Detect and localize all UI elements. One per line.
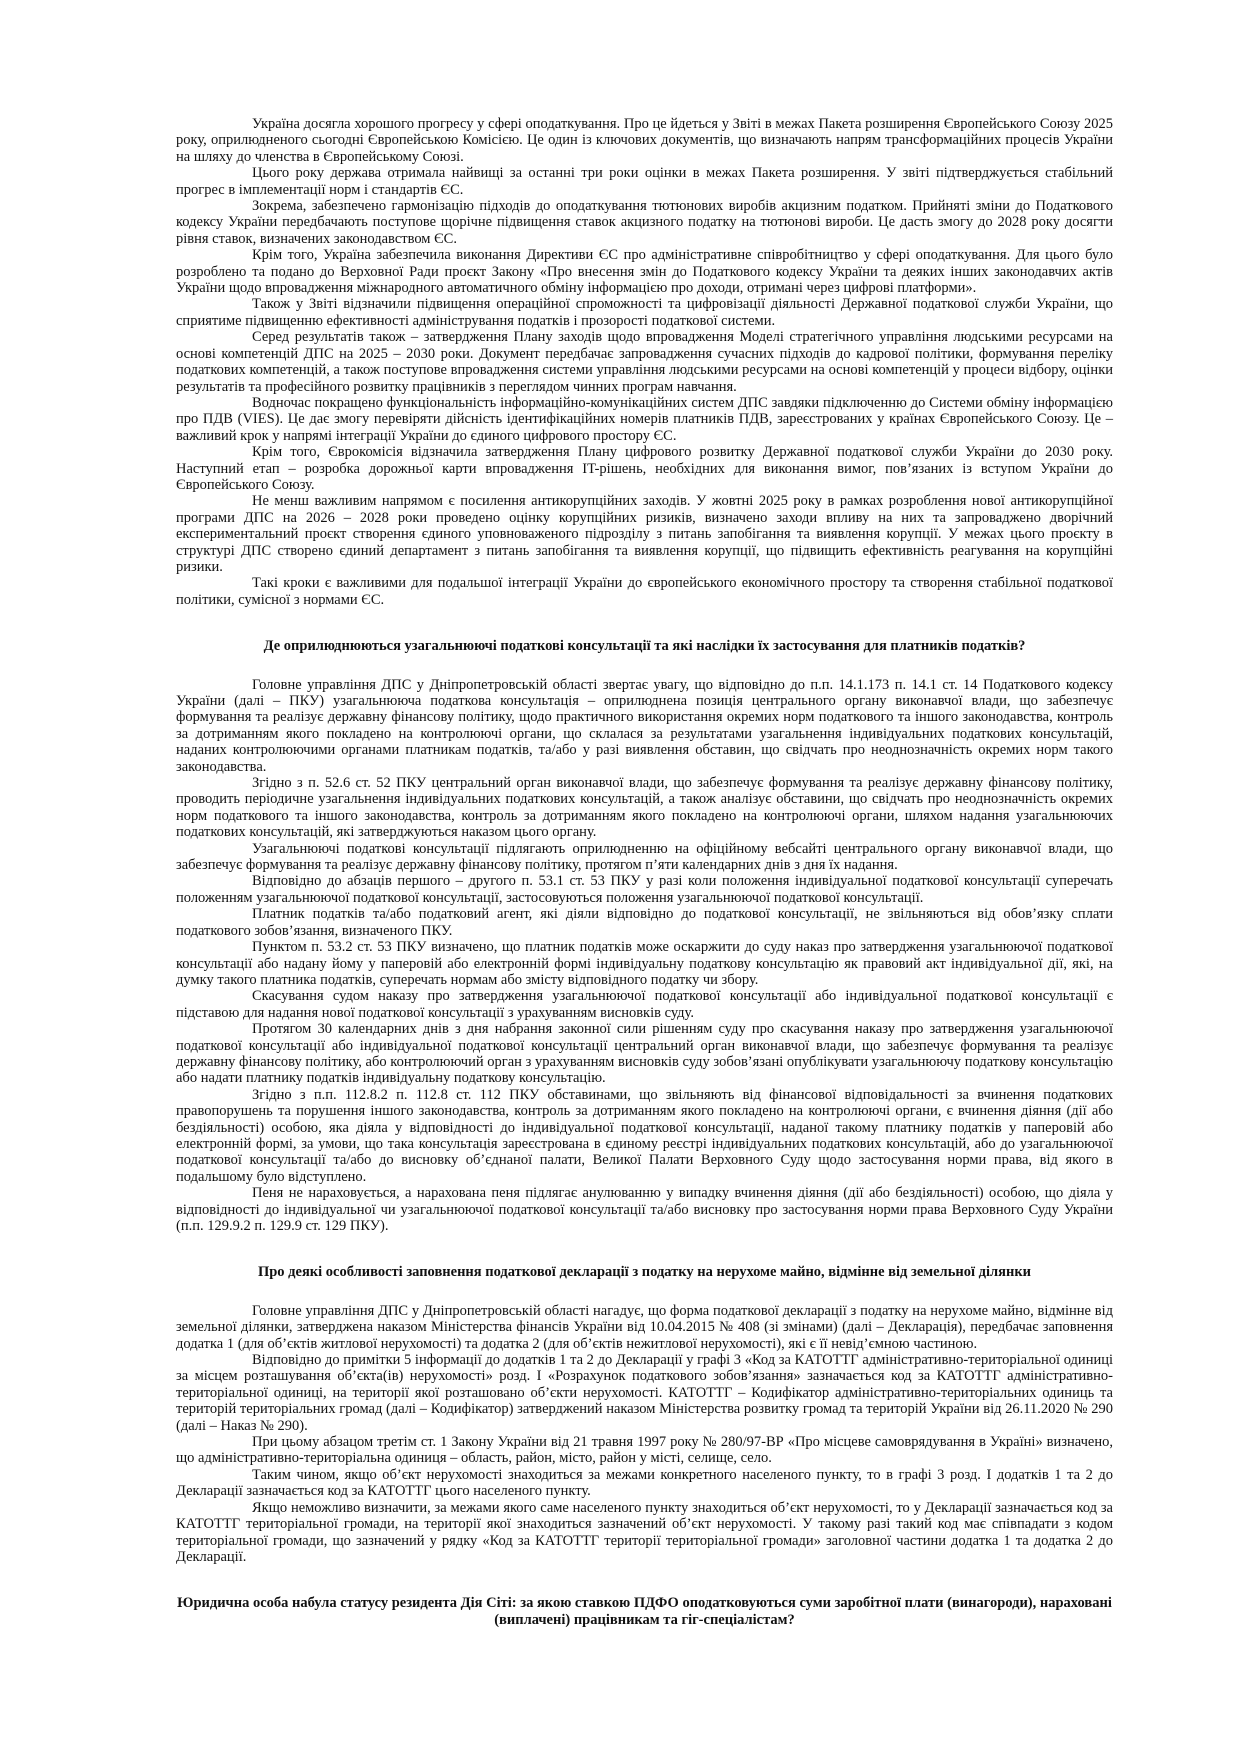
paragraph: Згідно з п.п. 112.8.2 п. 112.8 ст. 112 ПКУ обставинами, що звільняють від фінансової відповідальності за вчинення податкових правопорушень та порушення іншого законодавства, контроль за дотриманням якого покладено на контролюючі органи, є вчинення діяння (дії або бездіяльності) особою, яка діяла у відповідності до індивідуальної податкової консультації, наданої такому платнику податків у паперовій або електронній формі, за умови, що така консультація зареєстрована в єдиному реєстрі індивідуальних податкових консультацій, або до узагальнюючої податкової консультації та/або до висновку об’єднаної палати, Великої Палати Верховного Суду щодо застосування норми права, від якого в подальшому було відступлено. xyxy=(176,1086,1113,1185)
paragraph: При цьому абзацом третім ст. 1 Закону України від 21 травня 1997 року № 280/97-ВР «Про місцеве самоврядування в Україні» визначено, що адміністративно-територіальна одиниця – область, район, місто, район у місті, селище, село. xyxy=(176,1434,1113,1467)
paragraph: Відповідно до примітки 5 інформації до додатків 1 та 2 до Декларації у графі 3 «Код за КАТОТТГ адміністративно-територіальної одиниці за місцем розташування об’єкта(ів) нерухомості» розд. I «Розрахунок податкового зобов’язання» зазначається код за КАТОТТГ адміністративно-територіальної одиниці, на території якої розташовано об’єкти нерухомості. КАТОТТГ – Кодифікатор адміністративно-територіальних одиниць та територій територіальних громад (далі – Кодифікатор) затверджений наказом Міністерства розвитку громад та територій України від 26.11.2020 № 290 (далі – Наказ № 290). xyxy=(176,1352,1113,1434)
section-eu-progress xyxy=(176,116,1113,608)
paragraph: Україна досягла хорошого прогресу у сфері оподаткування. Про це йдеться у Звіті в межах Пакета розширення Європейського Союзу 2025 року, оприлюдненого сьогодні Європейською Комісією. Це один із ключових документів, що визначають напрям трансформаційних процесів України на шляху до членства в Європейському Союзі. xyxy=(176,116,1113,165)
paragraph: Згідно з п. 52.6 ст. 52 ПКУ центральний орган виконавчої влади, що забезпечує формування та реалізує державну фінансову політику, проводить періодичне узагальнення індивідуальних податкових консультацій, а також аналізує обставини, що свідчать про неоднозначність окремих норм податкового та іншого законодавства, контроль за дотриманням якого покладено на контролюючі органи, шляхом надання узагальнюючих податкових консультацій, які затверджуються наказом цього органу. xyxy=(176,775,1113,841)
paragraph: Водночас покращено функціональність інформаційно-комунікаційних систем ДПС завдяки підключенню до Системи обміну інформацією про ПДВ (VIES). Це дає змогу перевіряти дійсність ідентифікаційних номерів платників ПДВ, зареєстрованих у країнах Європейського Союзу. Це – важливий крок у напрямі інтеграції України до єдиного цифрового простору ЄС. xyxy=(176,394,1113,444)
section-title-tax-consultations: Де оприлюднюються узагальнюючі податкові консультації та які наслідки їх застосування для платників податків? xyxy=(263,638,1026,655)
paragraph: Головне управління ДПС у Дніпропетровській області нагадує, що форма податкової декларації з податку на нерухоме майно, відмінне від земельної ділянки, затверджена наказом Міністерства фінансів України від 10.04.2015 № 408 (зі змінами) (далі – Декларація), передбачає заповнення додатка 1 (для об’єктів житлової нерухомості) та додатка 2 (для об’єктів нежитлової нерухомості), які є її невід’ємною частиною. xyxy=(176,1302,1113,1352)
paragraph: Крім того, Україна забезпечила виконання Директиви ЄС про адміністративне співробітництво у сфері оподаткування. Для цього було розроблено та подано до Верховної Ради проєкт Закону «Про внесення змін до Податкового кодексу України та деяких інших законодавчих актів України щодо впровадження міжнародного автоматичного обміну інформацією про доходи, отримані через цифрові платформи». xyxy=(176,247,1113,297)
paragraph: Такі кроки є важливими для подальшої інтеграції України до європейського економічного простору та створення стабільної податкової політики, сумісної з нормами ЄС. xyxy=(176,575,1113,608)
document-page xyxy=(176,116,1113,1628)
paragraph: Скасування судом наказу про затвердження узагальнюючої податкової консультації або індивідуальної податкової консультації є підставою для надання нової податкової консультації з урахуванням висновків суду. xyxy=(176,988,1113,1021)
paragraph: Відповідно до абзаців першого – другого п. 53.1 ст. 53 ПКУ у разі коли положення індивідуальної податкової консультації суперечать положенням узагальнюючої податкової консультації, застосовуються положення узагальнюючої податкової консультації. xyxy=(176,873,1113,906)
paragraph: Якщо неможливо визначити, за межами якого саме населеного пункту знаходиться об’єкт нерухомості, то у Декларації зазначається код за КАТОТТГ територіальної громади, на території якої знаходиться зазначений об’єкт нерухомості. У такому разі такий код має співпадати з кодом територіальної громади, що зазначений у рядку «Код за КАТОТТГ території територіальної громади» заголовної частини додатка 1 та додатка 2 до Декларації. xyxy=(176,1499,1113,1565)
section-tax-consultations xyxy=(176,677,1113,1235)
paragraph: Зокрема, забезпечено гармонізацію підходів до оподаткування тютюнових виробів акцизним податком. Прийняті зміни до Податкового кодексу України передбачають поступове щорічне підвищення ставок акцизного податку на тютюнові вироби. Це дасть змогу до 2028 року досягти рівня ставок, визначених законодавством ЄС. xyxy=(176,198,1113,247)
paragraph: Пеня не нараховується, а нарахована пеня підлягає анулюванню у випадку вчинення діяння (дії або бездіяльності) особою, що діяла у відповідності до індивідуальної чи узагальнюючої податкової консультації та/або висновку про застосування норми права Верховного Суду України (п.п. 129.9.2 п. 129.9 ст. 129 ПКУ). xyxy=(176,1185,1113,1234)
paragraph: Протягом 30 календарних днів з дня набрання законної сили рішенням суду про скасування наказу про затвердження узагальнюючої податкової консультації або індивідуальної податкової консультації центральний орган виконавчої влади, що забезпечує формування та реалізує державну фінансову політику, або контролюючий орган з урахуванням висновків суду зобов’язані опублікувати узагальнюючу податкову консультацію або надати платнику податків індивідуальну податкову консультацію. xyxy=(176,1021,1113,1087)
paragraph: Також у Звіті відзначили підвищення операційної спроможності та цифровізації діяльності Державної податкової служби України, що сприятиме підвищенню ефективності адміністрування податків і прозорості податкової системи. xyxy=(176,296,1113,329)
paragraph: Платник податків та/або податковий агент, які діяли відповідно до податкової консультації, не звільняються від обов’язку сплати податкового зобов’язання, визначеного ПКУ. xyxy=(176,906,1113,939)
paragraph: Пунктом п. 53.2 ст. 53 ПКУ визначено, що платник податків може оскаржити до суду наказ про затвердження узагальнюючої податкової консультації або надану йому у паперовій або електронній формі індивідуальну податкову консультацію як правовий акт індивідуальної дії, які, на думку такого платника податків, суперечать нормам або змісту відповідного податку чи збору. xyxy=(176,939,1113,988)
section-property-tax-declaration xyxy=(176,1303,1113,1566)
paragraph: Узагальнюючі податкові консультації підлягають оприлюдненню на офіційному вебсайті центрального органу виконавчої влади, що забезпечує формування та реалізує державну фінансову політику, протягом п’яти календарних днів з дня їх надання. xyxy=(176,840,1113,874)
section-title-property-tax-declaration: Про деякі особливості заповнення податкової декларації з податку на нерухоме майно, відмінне від земельної ділянки xyxy=(257,1264,1032,1281)
paragraph: Не менш важливим напрямом є посилення антикорупційних заходів. У жовтні 2025 року в рамках розроблення нової антикорупційної програми ДПС на 2026 – 2028 роки проведено оцінку корупційних ризиків, визначено заходи впливу на них та запроваджено дворічний експериментальний проєкт створення єдиного уповноваженого підрозділу з питань запобігання та виявлення корупції. У межах цього проєкту в структурі ДПС створено єдиний департамент з питань запобігання та виявлення корупції, що підвищить ефективність реагування на корупційні ризики. xyxy=(176,493,1113,575)
section-title-diia-city: Юридична особа набула статусу резидента Дія Сіті: за якою ставкою ПДФО оподатковуються суми заробітної плати (винагороди), нараховані (виплачені) працівникам та гіг-спеціалістам? xyxy=(177,1595,1112,1628)
paragraph: Таким чином, якщо об’єкт нерухомості знаходиться за межами конкретного населеного пункту, то в графі 3 розд. I додатків 1 та 2 до Декларації зазначається код за КАТОТТГ цього населеного пункту. xyxy=(176,1466,1113,1500)
paragraph: Серед результатів також – затвердження Плану заходів щодо впровадження Моделі стратегічного управління людськими ресурсами на основі компетенцій ДПС на 2025 – 2030 роки. Документ передбачає запровадження сучасних підходів до кадрової політики, формування переліку податкових компетенцій, а також поступове впровадження системи управління людськими ресурсами на основі компетенцій у процеси відбору, оцінки результатів та професійного розвитку працівників з переглядом чинних програм навчання. xyxy=(176,329,1113,395)
paragraph: Цього року держава отримала найвищі за останні три роки оцінки в межах Пакета розширення. У звіті підтверджується стабільний прогрес в імплементації норм і стандартів ЄС. xyxy=(176,165,1113,198)
paragraph: Крім того, Єврокомісія відзначила затвердження Плану цифрового розвитку Державної податкової служби України до 2030 року. Наступний етап – розробка дорожньої карти впровадження IT-рішень, необхідних для виконання вимог, пов’язаних із вступом України до Європейського Союзу. xyxy=(176,444,1113,493)
paragraph: Головне управління ДПС у Дніпропетровській області звертає увагу, що відповідно до п.п. 14.1.173 п. 14.1 ст. 14 Податкового кодексу України (далі – ПКУ) узагальнююча податкова консультація – оприлюднена позиція центрального органу виконавчої влади, що забезпечує формування та реалізує державну фінансову політику, щодо практичного використання окремих норм податкового та іншого законодавства, контроль за дотриманням якого покладено на контролюючі органи, що склалася за результатами узагальнення індивідуальних податкових консультацій, наданих контролюючими органами платникам податків, та/або у разі виявлення обставин, що свідчать про неоднозначність окремих норм такого законодавства. xyxy=(176,676,1113,775)
